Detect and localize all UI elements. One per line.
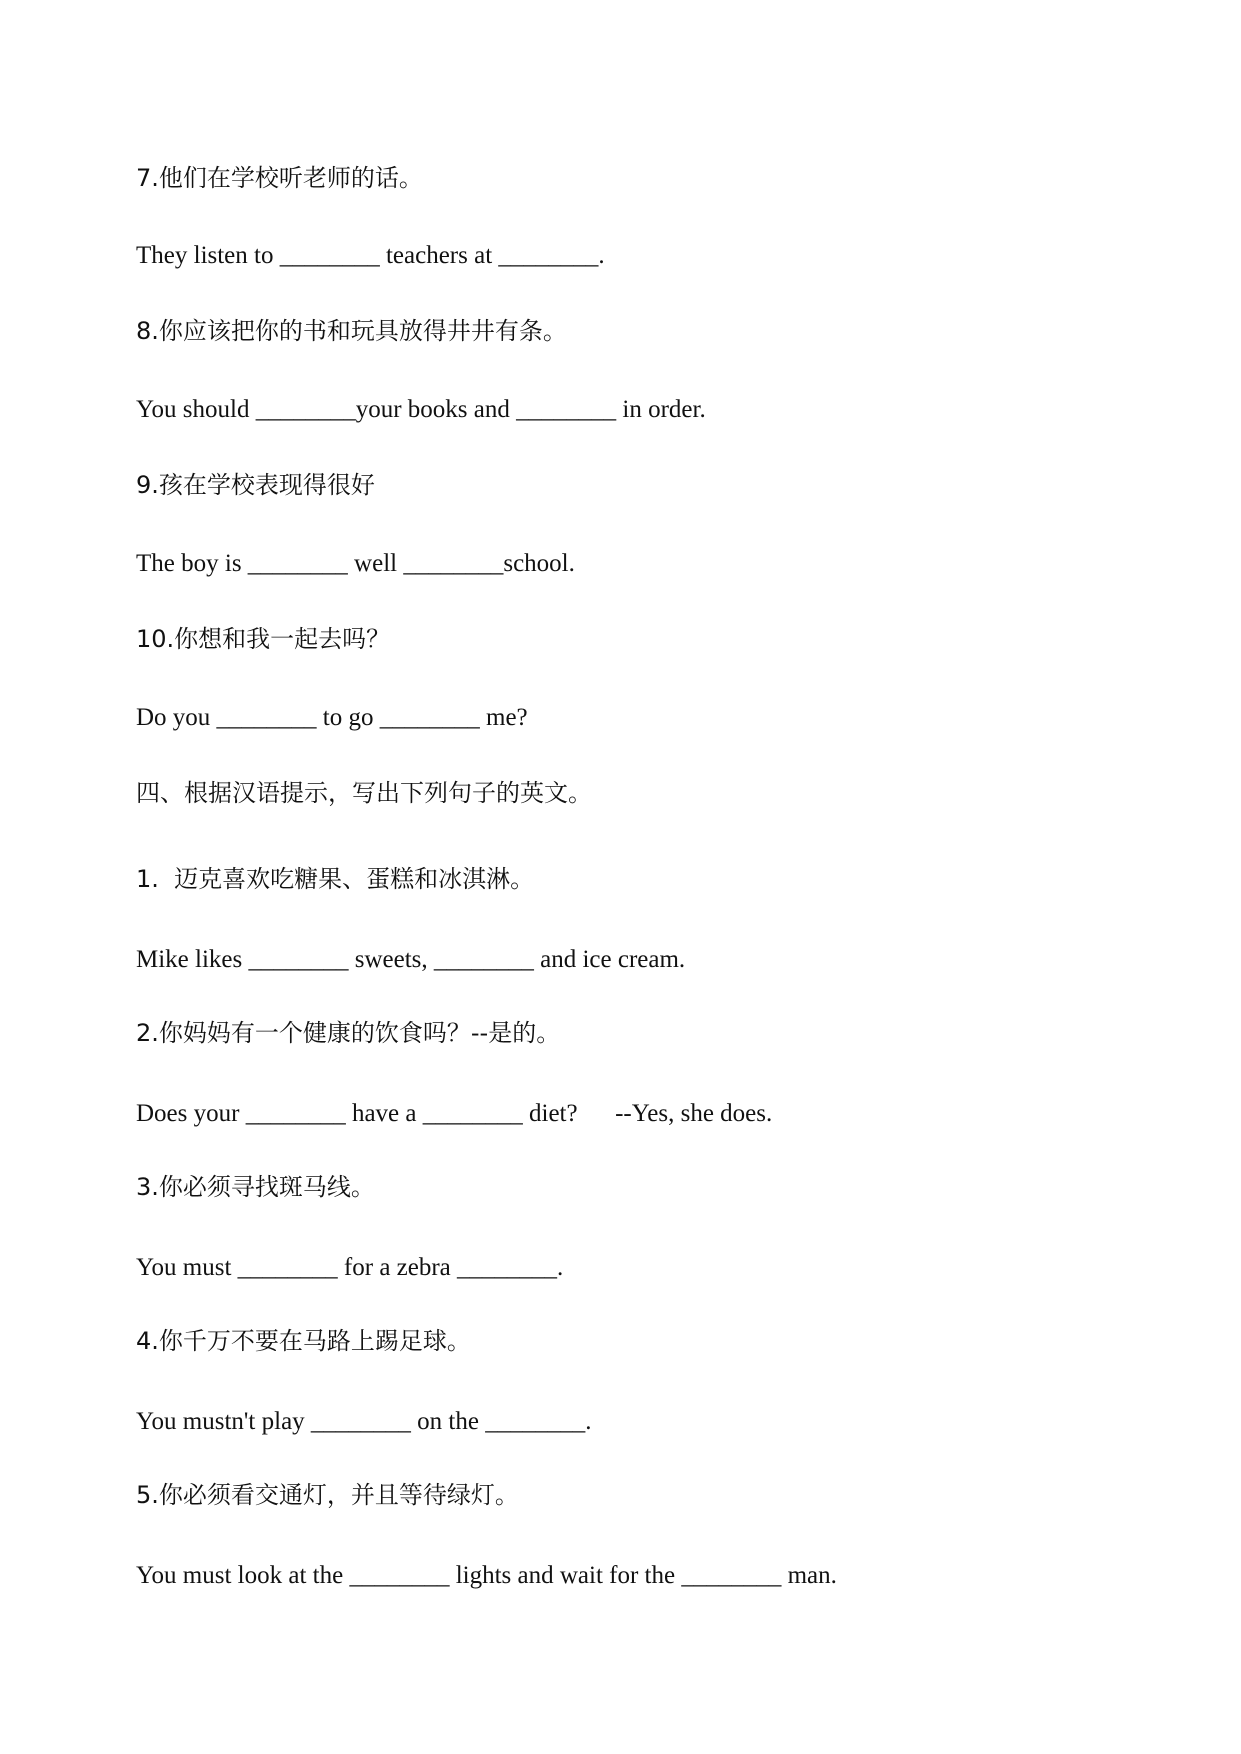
question-8-sentence: You should ________your books and ________ in order. [136, 396, 706, 423]
section-4-question-2-sentence: Does your ________ have a ________ diet? --Yes, she does. [136, 1100, 773, 1127]
section-4-question-2-prompt: 2.你妈妈有一个健康的饮食吗？--是的。 [136, 1019, 561, 1047]
section-4-heading: 四、根据汉语提示，写出下列句子的英文。 [136, 779, 592, 807]
section-4-question-1-sentence: Mike likes ________ sweets, ________ and ice cream. [136, 946, 686, 973]
question-9-prompt: 9.孩在学校表现得很好 [136, 471, 375, 499]
question-10-sentence: Do you ________ to go ________ me? [136, 704, 528, 731]
section-4-question-5-sentence: You must look at the ________ lights and wait for the ________ man. [136, 1562, 837, 1589]
section-4-question-5-prompt: 5.你必须看交通灯，并且等待绿灯。 [136, 1481, 519, 1509]
section-4-question-3-sentence: You must ________ for a zebra ________. [136, 1254, 564, 1281]
section-4-question-1-prompt: 1. 迈克喜欢吃糖果、蛋糕和冰淇淋。 [136, 865, 535, 893]
question-10-prompt: 10.你想和我一起去吗？ [136, 625, 391, 653]
section-4-question-3-prompt: 3.你必须寻找斑马线。 [136, 1173, 375, 1201]
question-8-prompt: 8.你应该把你的书和玩具放得井井有条。 [136, 317, 567, 345]
question-7-sentence: They listen to ________ teachers at ________. [136, 242, 605, 269]
question-7-prompt: 7.他们在学校听老师的话。 [136, 164, 423, 192]
section-4-question-4-sentence: You mustn't play ________ on the ________. [136, 1408, 592, 1435]
section-4-question-4-prompt: 4.你千万不要在马路上踢足球。 [136, 1327, 471, 1355]
question-9-sentence: The boy is ________ well ________school. [136, 550, 575, 577]
